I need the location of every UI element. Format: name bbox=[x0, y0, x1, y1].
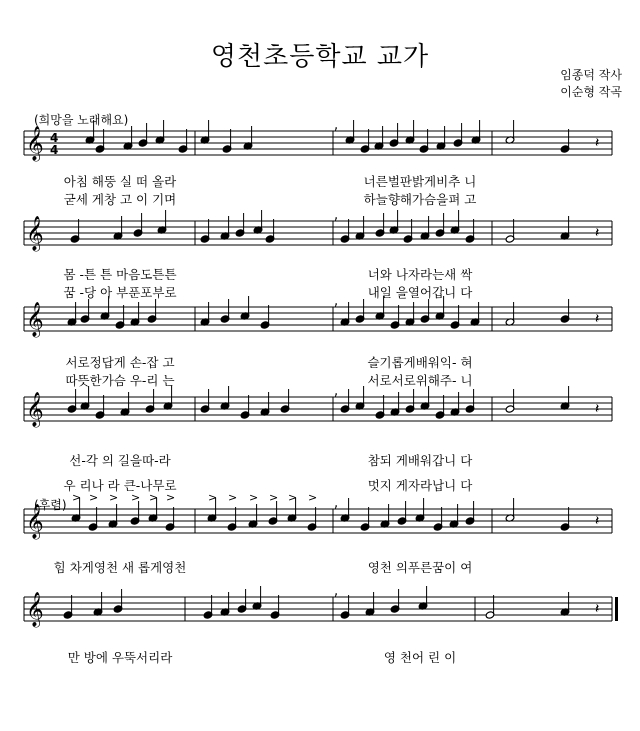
time-signature-bottom: 4 bbox=[50, 143, 59, 157]
accent-mark-icon: > bbox=[228, 491, 238, 504]
accent-mark-icon: > bbox=[308, 491, 318, 504]
lyric-segment: 서로정답게 손-잡 고 bbox=[65, 355, 175, 370]
lyric-segment: 아침 해뚱 실 떠 올라 bbox=[63, 174, 177, 189]
lyric-line bbox=[0, 265, 640, 281]
staff-system bbox=[0, 201, 640, 271]
lyric-segment: 서로서로위해주- 니 bbox=[367, 373, 473, 388]
lyric-segment: 꿈 -당 아 부푼포부로 bbox=[63, 285, 177, 300]
quarter-rest-icon: 𝄽 bbox=[595, 401, 600, 417]
accent-mark-icon: > bbox=[149, 491, 159, 504]
breath-mark-icon: , bbox=[334, 294, 339, 309]
accent-mark-icon: > bbox=[89, 491, 99, 504]
time-signature-top: 4 bbox=[50, 131, 59, 145]
lyric-segment: 멋지 게자라납니 다 bbox=[367, 478, 473, 493]
quarter-rest-icon: 𝄽 bbox=[595, 513, 600, 529]
lyric-segment: 슬기롭게배워익- 혀 bbox=[367, 355, 473, 370]
lyric-segment: 하늘향해가슴을펴 고 bbox=[363, 192, 477, 207]
lyric-line bbox=[0, 558, 640, 574]
treble-clef-icon: 𝄞 bbox=[26, 302, 44, 337]
accent-mark-icon: > bbox=[166, 491, 176, 504]
lyric-segment: 힘 차게영천 새 롭게영천 bbox=[53, 560, 187, 575]
accent-mark-icon: > bbox=[269, 491, 279, 504]
lyric-line bbox=[0, 648, 640, 664]
lyric-segment: 몸 -튼 튼 마음도튼튼 bbox=[63, 267, 177, 282]
lyric-line bbox=[0, 371, 640, 387]
breath-mark-icon: , bbox=[334, 496, 339, 511]
treble-clef-icon: 𝄞 bbox=[26, 504, 44, 539]
accent-mark-icon: > bbox=[249, 491, 259, 504]
treble-clef-icon: 𝄞 bbox=[26, 592, 44, 627]
lyric-segment: 내일 을열어갑니 다 bbox=[367, 285, 473, 300]
tempo-marking: (희망을 노래해요) bbox=[34, 113, 129, 127]
accent-mark-icon: > bbox=[109, 491, 119, 504]
lyric-line bbox=[0, 283, 640, 299]
lyric-segment: 우 리나 라 큰-나무로 bbox=[63, 478, 177, 493]
treble-clef-icon: 𝄞 bbox=[26, 216, 44, 251]
lyric-line bbox=[0, 190, 640, 206]
accent-mark-icon: > bbox=[72, 491, 82, 504]
staff-system bbox=[0, 489, 640, 559]
lyric-segment: 참되 게배워갑니 다 bbox=[367, 453, 473, 468]
accent-mark-icon: > bbox=[208, 491, 218, 504]
lyric-segment: 선-각 의 길을따-라 bbox=[69, 453, 171, 468]
breath-mark-icon: , bbox=[334, 208, 339, 223]
chorus-marking: (후렴) bbox=[34, 498, 67, 512]
lyric-segment: 영천 의푸른꿈이 여 bbox=[367, 560, 473, 575]
lyric-line bbox=[0, 353, 640, 369]
lyric-segment: 너와 나자라는새 싹 bbox=[367, 267, 473, 282]
staff-system bbox=[0, 111, 640, 181]
treble-clef-icon: 𝄞 bbox=[26, 392, 44, 427]
quarter-rest-icon: 𝄽 bbox=[595, 601, 600, 617]
quarter-rest-icon: 𝄽 bbox=[595, 135, 600, 151]
lyricist-credit: 임종덕 작사 bbox=[560, 68, 622, 82]
lyric-segment: 굳세 게창 고 이 기며 bbox=[63, 192, 177, 207]
staff-system bbox=[0, 577, 640, 647]
lyric-line bbox=[0, 172, 640, 188]
song-title: 영천초등학교 교가 bbox=[210, 42, 430, 72]
lyric-segment: 영 천어 린 이 bbox=[383, 650, 457, 665]
breath-mark-icon: , bbox=[334, 584, 339, 599]
treble-clef-icon: 𝄞 bbox=[26, 126, 44, 161]
lyric-line bbox=[0, 451, 640, 467]
lyric-segment: 따뜻한가슴 우-리 는 bbox=[65, 373, 175, 388]
quarter-rest-icon: 𝄽 bbox=[595, 225, 600, 241]
lyric-segment: 만 방에 우뚝서리라 bbox=[67, 650, 173, 665]
quarter-rest-icon: 𝄽 bbox=[595, 311, 600, 327]
final-barline bbox=[615, 597, 618, 621]
breath-mark-icon: , bbox=[334, 384, 339, 399]
composer-credit: 이순형 작곡 bbox=[560, 85, 622, 99]
lyric-segment: 너른벌판밝게비추 니 bbox=[363, 174, 477, 189]
accent-mark-icon: > bbox=[288, 491, 298, 504]
accent-mark-icon: > bbox=[131, 491, 141, 504]
lyric-line bbox=[0, 476, 640, 492]
breath-mark-icon: , bbox=[334, 118, 339, 133]
